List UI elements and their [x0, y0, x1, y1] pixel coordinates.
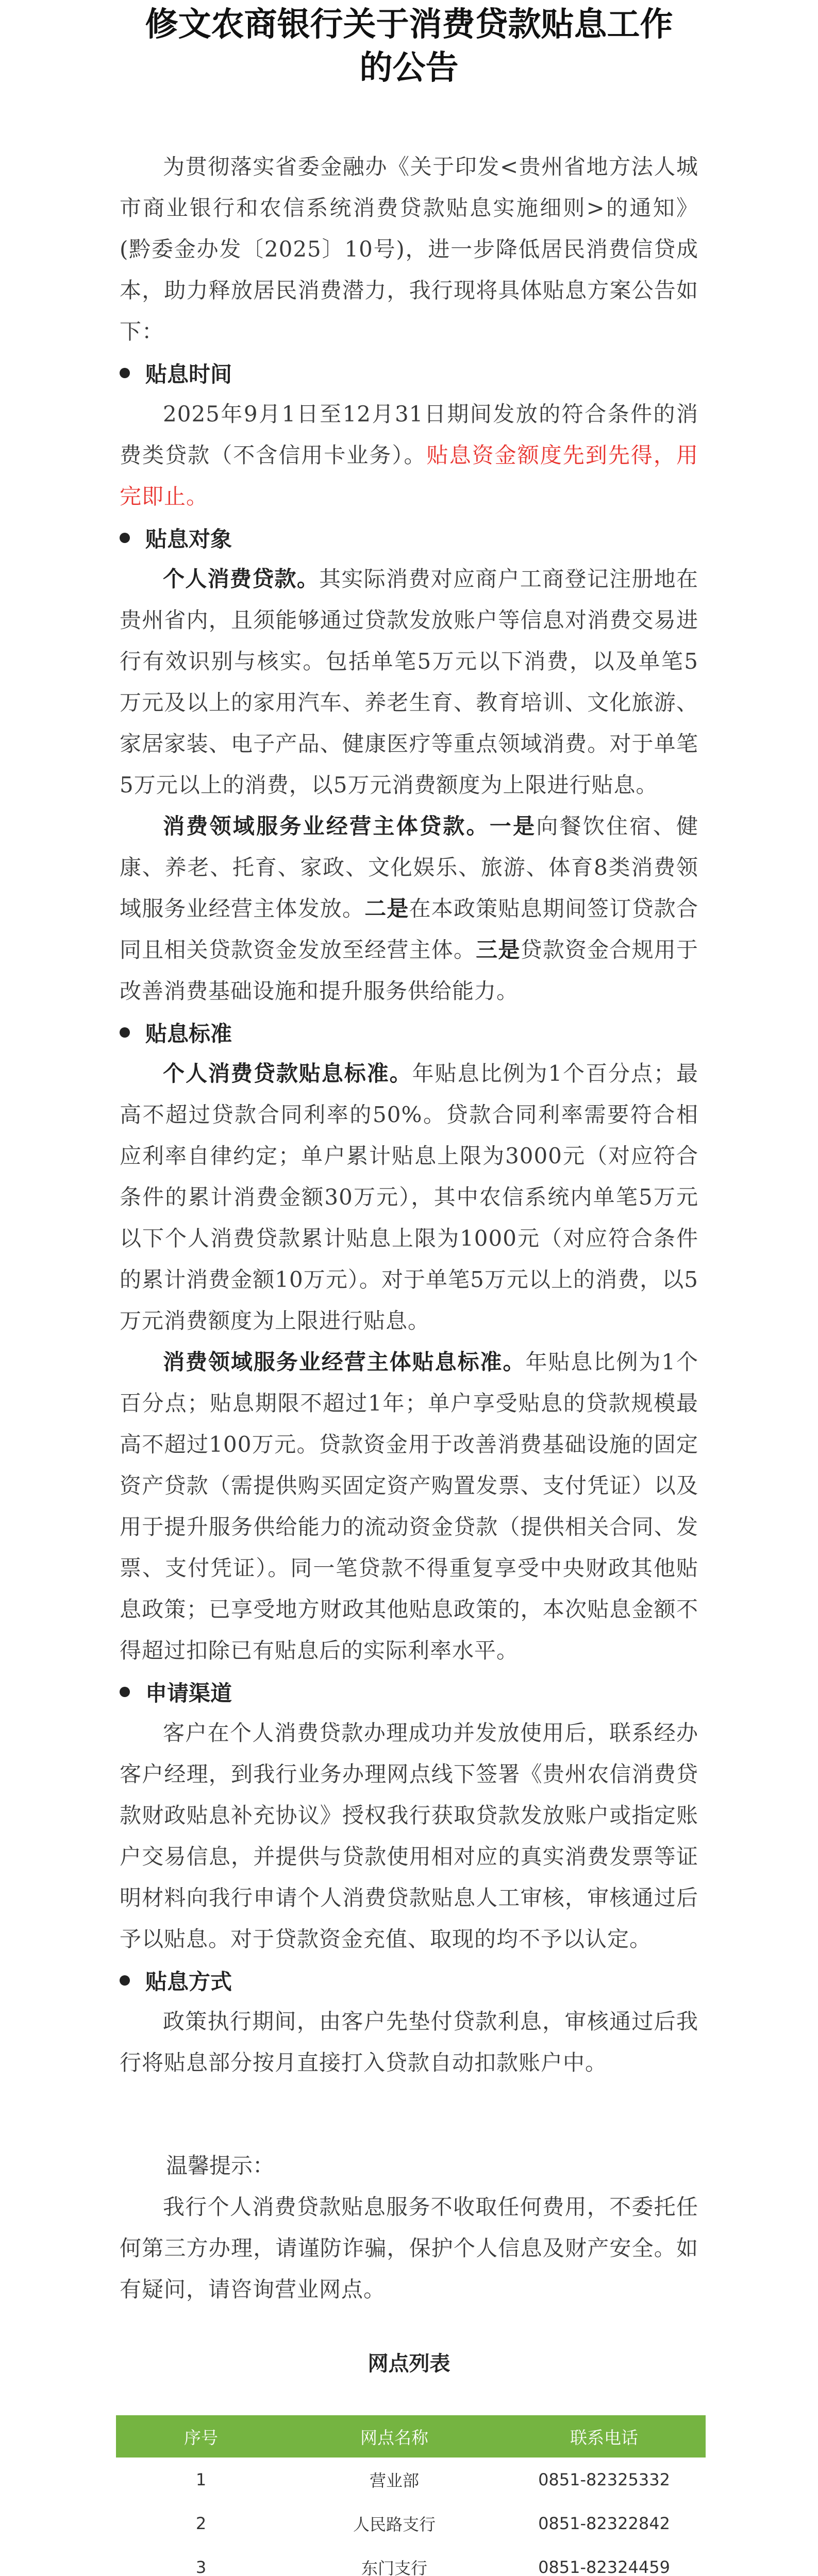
bold-lead: 二是: [364, 896, 409, 921]
paragraph-text: 向餐饮住宿、健康、养老、托育、家政、文化娱乐、旅游、体育8类消费领域服务业经营主体发放。: [120, 814, 698, 921]
branch-list-title: 网点列表: [368, 2351, 450, 2376]
table-row: [116, 2501, 706, 2545]
section-heading: [120, 1012, 698, 1053]
branch-table-header: [116, 2415, 706, 2458]
cell-phone: 0851-82325332: [538, 2469, 670, 2489]
section-heading-text: 申请渠道: [145, 1681, 232, 1706]
bold-lead: 个人消费贷款贴息标准。: [163, 1061, 412, 1086]
bullet-icon: [120, 1687, 130, 1697]
header-branch-name: 网点名称: [286, 2415, 503, 2458]
paragraph-text: 年贴息比例为1个百分点；最高不超过贷款合同利率的50%。贷款合同利率需要符合相应利率自律约定；单户累计贴息上限为3000元（对应符合条件的累计消费金额30万元），其中农信系统内单笔5万元以下个人消费贷款累计贴息上限为1000元（对应符合条件的累计消费金额10万元）。对于单笔5万元以上的消费，以5万元消费额度为上限进行贴息。: [120, 1061, 698, 1333]
section-heading-text: 贴息方式: [145, 1969, 232, 1994]
bold-lead: 消费领域服务业经营主体贴息标准。: [163, 1349, 526, 1375]
paragraph-text: 贷款资金合规用于改善消费基础设施和提升服务供给能力。: [120, 937, 698, 1004]
bold-lead: 消费领域服务业经营主体贷款。: [163, 814, 490, 839]
cell-phone: 0851-82324459: [538, 2557, 670, 2576]
tip-title: 温馨提示：: [166, 2153, 275, 2178]
cell-branch-name: 人民路支行: [353, 2514, 436, 2534]
cell-index: 2: [195, 2513, 207, 2533]
cell-phone: 0851-82322842: [538, 2513, 670, 2533]
section-heading: [120, 1671, 698, 1713]
bold-lead: 一是: [489, 814, 537, 839]
cell-branch-name: 营业部: [369, 2470, 419, 2490]
paragraph-text: 客户在个人消费贷款办理成功并发放使用后，联系经办客户经理，到我行业务办理网点线下签署《贵州农信消费贷款财政贴息补充协议》授权我行获取贷款发放账户或指定账户交易信息，并提供与贷款使用相对应的真实消费发票等证明材料向我行申请个人消费贷款贴息人工审核，审核通过后予以贴息。对于贷款资金充值、取现的均不予以认定。: [120, 1720, 698, 1952]
bullet-icon: [120, 1975, 130, 1986]
section-paragraph: [120, 806, 698, 1012]
header-phone: 联系电话: [503, 2415, 706, 2458]
section-heading-text: 贴息对象: [145, 527, 232, 552]
cell-index: 1: [195, 2469, 207, 2489]
cell-branch-name: 东门支行: [361, 2558, 427, 2576]
section-paragraph: [120, 1053, 698, 1342]
section-paragraph: [120, 1342, 698, 1671]
paragraph-text: 年贴息比例为1个百分点；贴息期限不超过1年；单户享受贴息的贷款规模最高不超过100万元。贷款资金用于改善消费基础设施的固定资产贷款（需提供购买固定资产购置发票、支付凭证）以及用于提升服务供给能力的流动资金贷款（提供相关合同、发票、支付凭证）。同一笔贷款不得重复享受中央财政其他贴息政策；已享受地方财政其他贴息政策的，本次贴息金额不得超过扣除已有贴息后的实际利率水平。: [120, 1349, 698, 1663]
table-row: [116, 2545, 706, 2576]
title-line-2: 的公告: [359, 48, 459, 87]
section-heading: [120, 517, 698, 558]
section-heading-text: 贴息标准: [145, 1021, 232, 1046]
page-title: [0, 0, 818, 90]
sections-container: [120, 352, 698, 2083]
tip-text: 我行个人消费贷款贴息服务不收取任何费用，不委托任何第三方办理，请谨防诈骗，保护个人信息及财产安全。如有疑问，请咨询营业网点。: [120, 2194, 698, 2302]
intro-paragraph: 为贯彻落实省委金融办《关于印发<贵州省地方法人城市商业银行和农信系统消费贷款贴息实施细则>的通知》(黔委金办发〔2025〕10号)，进一步降低居民消费信贷成本，助力释放居民消费潜力，我行现将具体贴息方案公告如下：: [120, 154, 698, 344]
branch-table: [116, 2415, 706, 2576]
paragraph-text: 其实际消费对应商户工商登记注册地在贵州省内，且须能够通过贷款发放账户等信息对消费交易进行有效识别与核实。包括单笔5万元以下消费，以及单笔5万元及以上的家用汽车、养老生育、教育培训、文化旅游、家居家装、电子产品、健康医疗等重点领域消费。对于单笔5万元以上的消费，以5万元消费额度为上限进行贴息。: [120, 566, 698, 798]
bullet-icon: [120, 368, 130, 378]
highlight-notice: 贴息资金额度先到先得，用完即止。: [120, 443, 698, 509]
section-paragraph: [120, 1713, 698, 1960]
cell-index: 3: [195, 2557, 207, 2576]
section-heading-text: 贴息时间: [145, 362, 232, 387]
section-heading: [120, 352, 698, 394]
bold-lead: 个人消费贷款。: [163, 566, 320, 591]
branch-table-wrapper: [116, 2415, 706, 2576]
article-body: [0, 146, 818, 2384]
branch-table-body: [116, 2458, 706, 2576]
bullet-icon: [120, 533, 130, 543]
section-paragraph: [120, 558, 698, 806]
bullet-icon: [120, 1027, 130, 1038]
section-paragraph: [120, 2001, 698, 2083]
section-paragraph: [120, 394, 698, 517]
header-index: 序号: [116, 2415, 286, 2458]
bold-lead: 三是: [476, 937, 521, 962]
paragraph-text: 政策执行期间，由客户先垫付贷款利息，审核通过后我行将贴息部分按月直接打入贷款自动扣款账户中。: [120, 2009, 698, 2075]
paragraph-text: 在本政策贴息期间签订贷款合同且相关贷款资金发放至经营主体。: [120, 896, 698, 962]
title-line-1: 修文农商银行关于消费贷款贴息工作: [145, 5, 673, 44]
table-row: [116, 2458, 706, 2501]
section-heading: [120, 1960, 698, 2001]
paragraph-text: 2025年9月1日至12月31日期间发放的符合条件的消费类贷款（不含信用卡业务）。: [120, 401, 698, 468]
